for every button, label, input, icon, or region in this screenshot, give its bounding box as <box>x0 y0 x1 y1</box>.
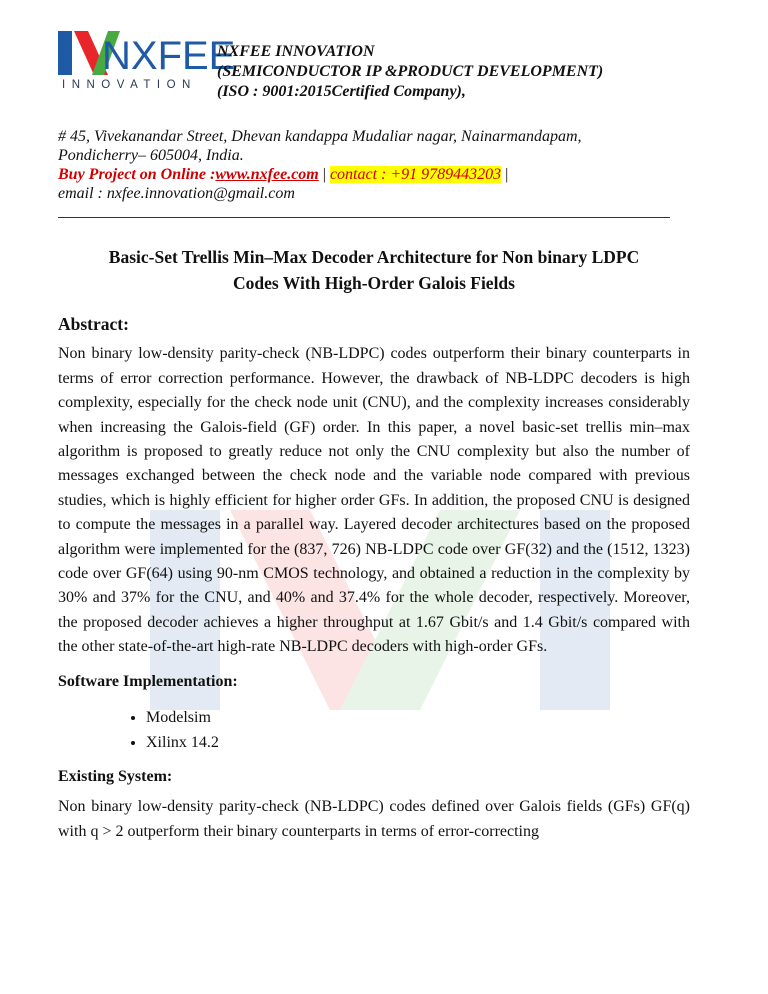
nxfee-logo <box>58 26 236 104</box>
contact-line <box>58 165 582 184</box>
company-description: (SEMICONDUCTOR IP &PRODUCT DEVELOPMENT) <box>217 63 604 80</box>
address-block <box>58 127 582 203</box>
company-certification: (ISO : 9001:2015Certified Company), <box>217 83 466 100</box>
software-heading: Software Implementation: <box>58 672 238 690</box>
existing-system-heading: Existing System: <box>58 767 173 785</box>
list-item: • Modelsim <box>146 706 690 730</box>
list-item: • Xilinx 14.2 <box>146 731 690 755</box>
company-header <box>217 42 603 102</box>
header-divider <box>58 217 670 218</box>
title-line-1: Basic-Set Trellis Min–Max Decoder Architecture for Non binary LDPC <box>108 247 640 267</box>
contact-phone: contact : +91 9789443203 <box>329 166 502 183</box>
logo-tagline: INNOVATION <box>62 79 197 91</box>
buy-online-label: Buy Project on Online : <box>58 166 216 183</box>
abstract-heading: Abstract: <box>58 314 129 334</box>
software-list <box>58 706 690 755</box>
existing-system-paragraph: Non binary low-density parity-check (NB-LDPC) codes defined over Galois fields (GFs) GF(q) with q > 2 outperform their binary counterparts in terms of error-correcting <box>58 798 690 840</box>
logo-wordmark: NXFEE <box>102 34 236 78</box>
title-line-2: Codes With High-Order Galois Fields <box>233 273 515 293</box>
address-line-2: Pondicherry– 605004, India. <box>58 147 244 164</box>
address-line-1: # 45, Vivekanandar Street, Dhevan kandappa Mudaliar nagar, Nainarmandapam, <box>58 128 582 145</box>
document-body <box>58 312 690 844</box>
website-link[interactable]: www.nxfee.com <box>215 166 319 183</box>
company-name: NXFEE INNOVATION <box>217 43 375 60</box>
separator: | <box>318 166 330 183</box>
abstract-paragraph: Non binary low-density parity-check (NB-LDPC) codes outperform their binary counterparts in terms of error correction performance. However, the drawback of NB-LDPC decoders is high complexity, especially for the check node unit (CNU), and the complexity increases considerably when increasing the Galois-field (GF) order. In this paper, a novel basic-set trellis min–max algorithm is proposed to greatly reduce not only the CNU complexity but also the number of messages exchanged between the check node and the variable node compared with previous studies, which is highly efficient for higher order GFs. In addition, the proposed CNU is designed to compute the messages in a parallel way. Layered decoder architectures based on the proposed algorithm were implemented for the (837, 726) NB-LDPC code over GF(32) and the (1512, 1323) code over GF(64) using 90-nm CMOS technology, and obtained a reduction in the complexity by 30% and 37% for the CNU, and 40% and 37.4% for the whole decoder, respectively. Moreover, the proposed decoder achieves a higher throughput at 1.67 Gbit/s and 1.4 Gbit/s compared with the other state-of-the-art high-rate NB-LDPC decoders with high-order GFs. <box>58 345 690 656</box>
separator-end: | <box>501 166 509 183</box>
email-line: email : nxfee.innovation@gmail.com <box>58 185 295 202</box>
paper-title <box>58 244 690 296</box>
